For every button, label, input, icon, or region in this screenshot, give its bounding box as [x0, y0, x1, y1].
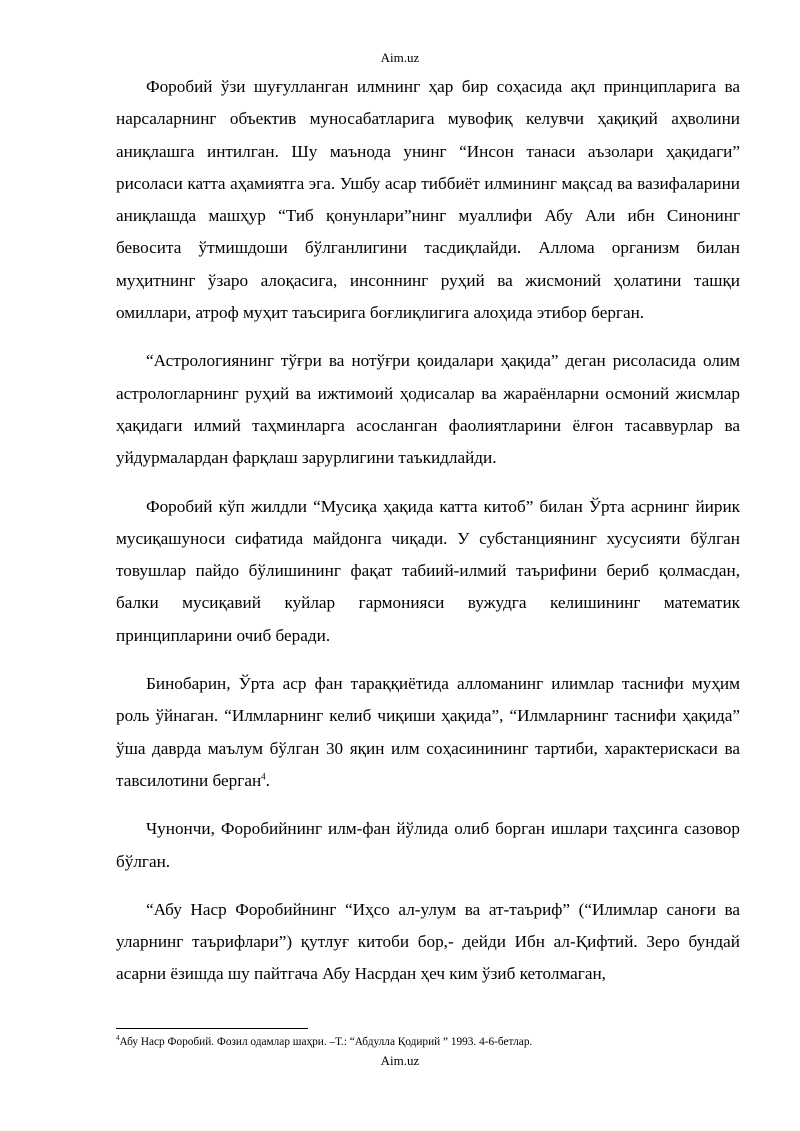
paragraph-4 — [116, 668, 740, 797]
paragraph-1: Форобий ўзи шуғулланган илмнинг ҳар бир соҳасида ақл принципларига ва нарсаларнинг объектив муносабатларига мувофиқ келувчи ҳақиқий аҳволини аниқлашга интилган. Шу маънода унинг “Инсон танаси аъзолари ҳақидаги” рисоласи катта аҳамиятга эга. Ушбу асар тиббиёт илмининг мақсад ва вазифаларини аниқлашда машҳур “Тиб қонунлари”нинг муаллифи Абу Али ибн Синонинг бевосита ўтмишдоши бўлганлигини тасдиқлайди. Аллома организм билан муҳитнинг ўзаро алоқасига, инсоннинг руҳий ва жисмоний ҳолатини ташқи омиллари, атроф муҳит таъсирига боғлиқлигига алоҳида этибор берган. — [116, 77, 740, 323]
paragraph-2: “Астрологиянинг тўғри ва нотўғри қоидалари ҳақида” деган рисоласида олим астрологларнинг руҳий ва ижтимоий ҳодисалар ва жараёнларни осмоний жисмлар ҳақидаги илмий таҳминларга асосланган фаолиятларини ёлғон тасаввурлар ва уйдурмалардан фарқлаш зарурлигини таъкидлайди. — [116, 351, 740, 468]
paragraph-6: “Абу Наср Форобийнинг “Иҳсо ал-улум ва ат-таъриф” (“Илимлар саноғи ва уларнинг таърифлари”) қутлуғ китоби бор,- дейди Ибн ал-Қифтий. Зеро бундай асарни ёзишда шу пайтгача Абу Насрдан ҳеч ким ўзиб кетолмаган, — [116, 899, 740, 984]
footnote — [116, 1035, 740, 1049]
footnote-separator — [116, 1028, 308, 1029]
paragraph-4-end: . — [265, 770, 270, 790]
header-site-name: Aim.uz — [380, 50, 420, 65]
paragraph-5: Чунончи, Форобийнинг илм-фан йўлида олиб борган ишлари таҳсинга сазовор бўлган. — [116, 819, 740, 871]
footnote-reference: 4 — [261, 771, 266, 782]
paragraph-4-text: Бинобарин, Ўрта аср фан тараққиётида алломанинг илимлар таснифи муҳим роль ўйнаган. “Илмларнинг келиб чиқиши ҳақида”, “Илмларнинг таснифи ҳақида” ўша даврда маълум бўлган 30 яқин илм соҳасинининг тартиби, характерискаси ва тавсилотини берган — [116, 674, 740, 790]
footnote-marker: 4 — [116, 1034, 120, 1043]
paragraph-3: Форобий кўп жилдли “Мусиқа ҳақида катта китоб” билан Ўрта асрнинг йирик мусиқашуноси сифатида майдонга чиқади. У субстанциянинг хусусияти бўлган товушлар пайдо бўлишининг фақат табиий-илмий таърифини бериб қолмасдан, балки мусиқавий куйлар гармонияси вужудга келишининг математик принципларини очиб беради. — [116, 496, 740, 645]
page-header — [0, 50, 800, 66]
document-body — [116, 71, 740, 1007]
footnote-text: Абу Наср Форобий. Фозил одамлар шаҳри. –Т.: “Абдулла Қодирий ” 1993. 4-6-бетлар. — [119, 1036, 533, 1048]
footer-site-name: Aim.uz — [380, 1053, 420, 1068]
page-footer — [0, 1053, 800, 1069]
